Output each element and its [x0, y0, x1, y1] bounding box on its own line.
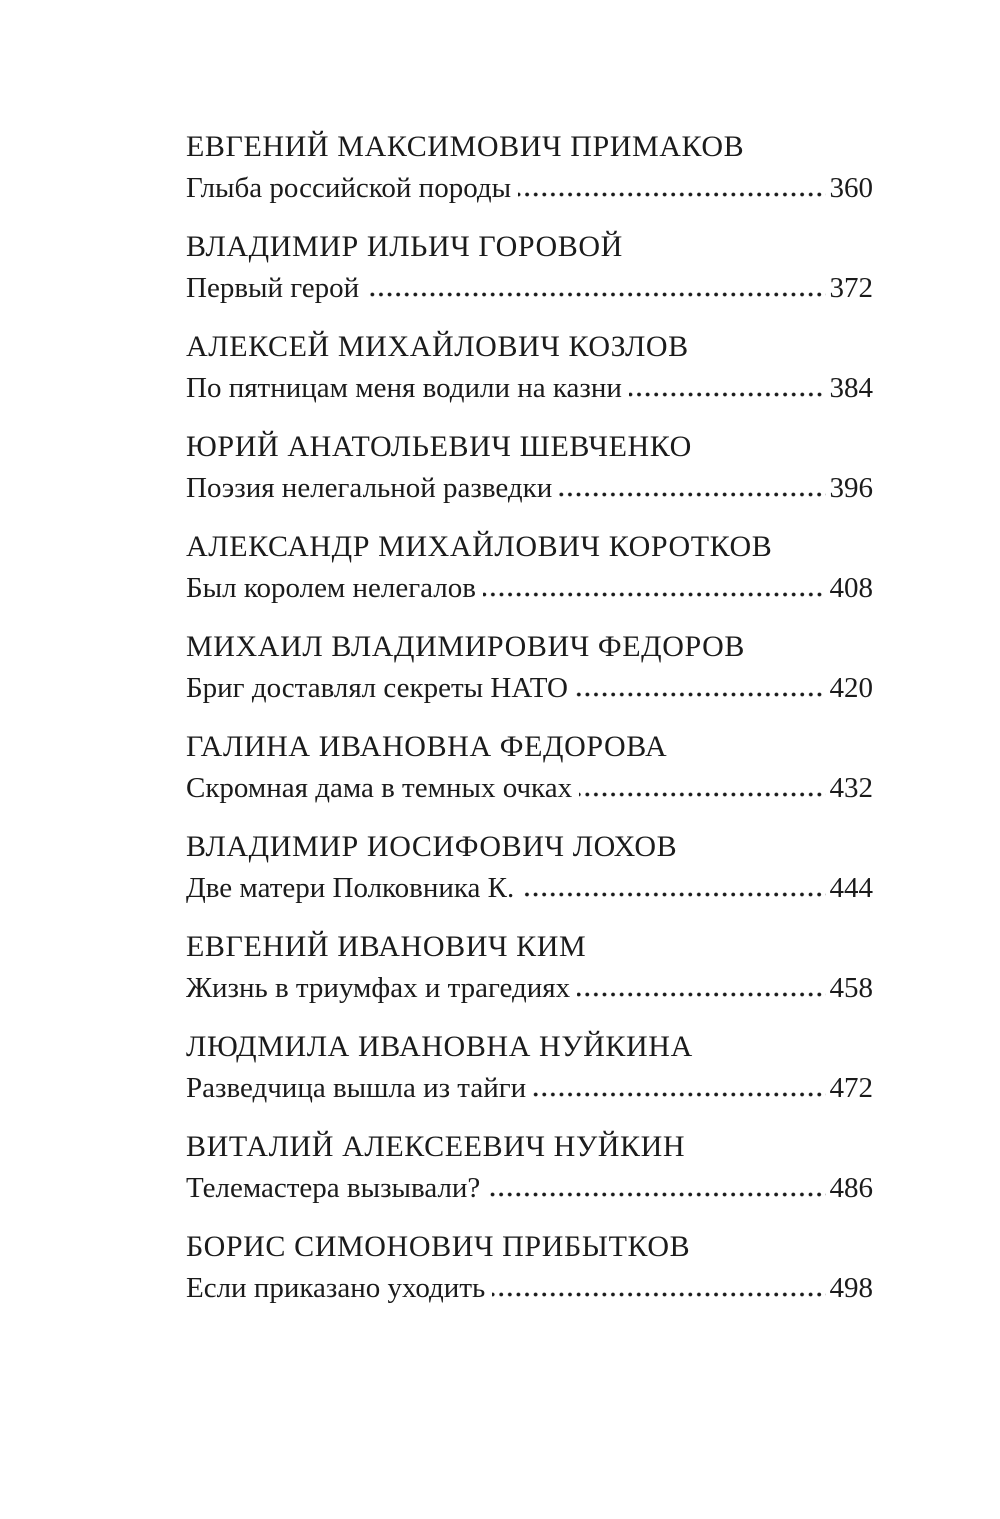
toc-entry-page-number: 432	[829, 772, 873, 804]
toc-entry-line	[186, 370, 873, 406]
toc-entry-page-number: 384	[829, 372, 873, 404]
toc-entry-line	[186, 170, 873, 206]
toc-entry-title: Жизнь в триумфах и трагедиях	[186, 972, 571, 1004]
toc-entry-name: ВИТАЛИЙ АЛЕКСЕЕВИЧ НУЙКИН	[186, 1130, 686, 1163]
toc-entry-title: Поэзия нелегальной разведки	[186, 472, 553, 504]
toc-entry	[186, 428, 873, 506]
toc-entry-line	[186, 1070, 873, 1106]
toc-entry-title: Две матери Полковника К.	[186, 872, 515, 904]
toc-entry-name: ГАЛИНА ИВАНОВНА ФЕДОРОВА	[186, 730, 668, 763]
dot-leader	[483, 592, 826, 597]
toc-entry	[186, 328, 873, 406]
dot-leader	[492, 1292, 825, 1297]
toc-entry	[186, 728, 873, 806]
toc-entry	[186, 828, 873, 906]
toc-entry-page-number: 458	[829, 972, 873, 1004]
toc-entry-name: БОРИС СИМОНОВИЧ ПРИБЫТКОВ	[186, 1230, 691, 1263]
toc-entry-page-number: 396	[829, 472, 873, 504]
toc-entry	[186, 928, 873, 1006]
toc-entry-name: АЛЕКСЕЙ МИХАЙЛОВИЧ КОЗЛОВ	[186, 330, 689, 363]
toc-entry	[186, 128, 873, 206]
toc-entry-title: Скромная дама в темных очках	[186, 772, 573, 804]
dot-leader	[533, 1092, 825, 1097]
table-of-contents	[186, 128, 873, 1306]
toc-entry-line	[186, 770, 873, 806]
toc-entry	[186, 228, 873, 306]
dot-leader	[577, 992, 825, 997]
toc-entry	[186, 1228, 873, 1306]
toc-entry-line	[186, 270, 873, 306]
toc-entry-title: Глыба российской породы	[186, 172, 512, 204]
toc-entry-name: ЛЮДМИЛА ИВАНОВНА НУЙКИНА	[186, 1030, 693, 1063]
toc-entry	[186, 1128, 873, 1206]
toc-entry-page-number: 486	[829, 1172, 873, 1204]
toc-entry-page-number: 360	[829, 172, 873, 204]
dot-leader	[629, 392, 826, 397]
toc-entry-name: ВЛАДИМИР ИЛЬИЧ ГОРОВОЙ	[186, 230, 623, 263]
toc-entry-page-number: 498	[829, 1272, 873, 1304]
toc-entry-title: Первый герой	[186, 272, 360, 304]
toc-entry-page-number: 444	[829, 872, 873, 904]
toc-entry-title: По пятницам меня водили на казни	[186, 372, 622, 404]
dot-leader	[559, 492, 825, 497]
toc-entry-name: МИХАИЛ ВЛАДИМИРОВИЧ ФЕДОРОВ	[186, 630, 745, 663]
toc-entry-line	[186, 570, 873, 606]
toc-entry-line	[186, 670, 873, 706]
toc-entry-page-number: 472	[829, 1072, 873, 1104]
dot-leader	[521, 892, 825, 897]
toc-entry-name: ЕВГЕНИЙ ИВАНОВИЧ КИМ	[186, 930, 587, 963]
toc-entry	[186, 1028, 873, 1106]
toc-entry-name: АЛЕКСАНДР МИХАЙЛОВИЧ КОРОТКОВ	[186, 530, 773, 563]
toc-entry-line	[186, 1170, 873, 1206]
toc-entry-name: ЕВГЕНИЙ МАКСИМОВИЧ ПРИМАКОВ	[186, 130, 745, 163]
toc-entry-line	[186, 970, 873, 1006]
dot-leader	[575, 692, 826, 697]
toc-entry-name: ВЛАДИМИР ИОСИФОВИЧ ЛОХОВ	[186, 830, 678, 863]
toc-entry-line	[186, 470, 873, 506]
toc-entry-title: Телемастера вызывали?	[186, 1172, 481, 1204]
dot-leader	[579, 792, 825, 797]
dot-leader	[518, 192, 825, 197]
toc-entry-name: ЮРИЙ АНАТОЛЬЕВИЧ ШЕВЧЕНКО	[186, 430, 692, 463]
toc-entry-title: Был королем нелегалов	[186, 572, 476, 604]
toc-entry-title: Разведчица вышла из тайги	[186, 1072, 527, 1104]
dot-leader	[366, 292, 825, 297]
toc-entry	[186, 528, 873, 606]
toc-entry	[186, 628, 873, 706]
dot-leader	[487, 1192, 825, 1197]
toc-entry-page-number: 372	[829, 272, 873, 304]
toc-entry-title: Бриг доставлял секреты НАТО	[186, 672, 568, 704]
toc-entry-page-number: 408	[829, 572, 873, 604]
toc-entry-title: Если приказано уходить	[186, 1272, 486, 1304]
toc-entry-line	[186, 870, 873, 906]
toc-entry-line	[186, 1270, 873, 1306]
toc-entry-page-number: 420	[829, 672, 873, 704]
